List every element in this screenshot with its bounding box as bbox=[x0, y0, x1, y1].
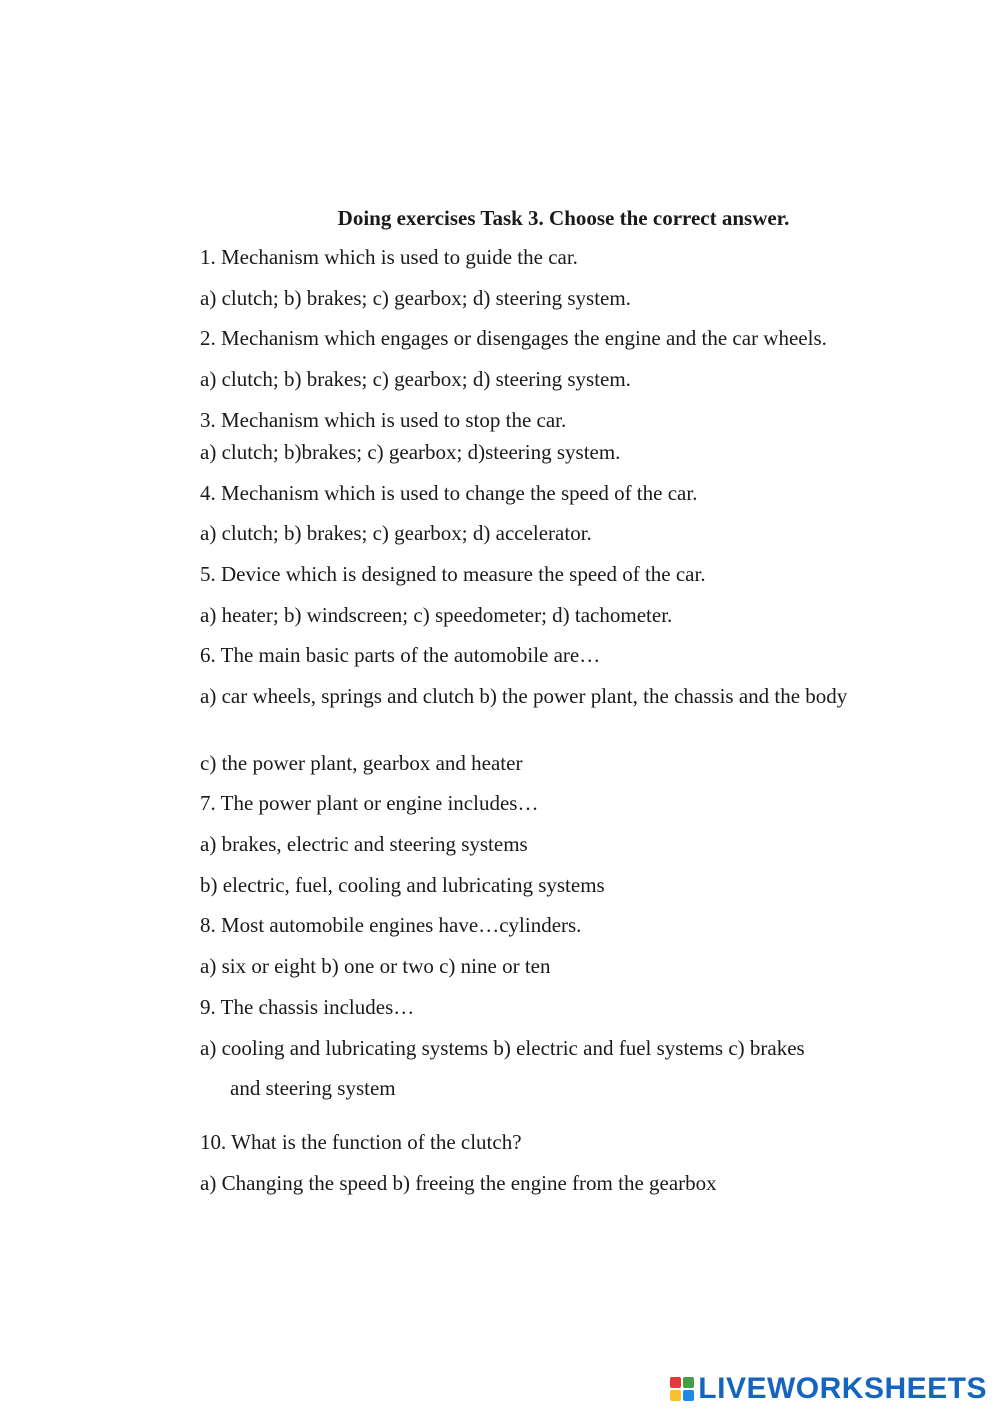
question-9-options-continued: and steering system bbox=[230, 1076, 396, 1100]
liveworksheets-logo bbox=[670, 1371, 987, 1407]
question-1: 1. Mechanism which is used to guide the car. bbox=[200, 245, 578, 269]
logo-mark-square bbox=[683, 1377, 694, 1388]
question-10: 10. What is the function of the clutch? bbox=[200, 1130, 522, 1154]
logo-mark-icon bbox=[670, 1377, 694, 1401]
question-8-options: a) six or eight b) one or two c) nine or ten bbox=[200, 954, 551, 978]
logo-mark-square bbox=[670, 1377, 681, 1388]
question-1-options: a) clutch; b) brakes; c) gearbox; d) steering system. bbox=[200, 286, 631, 310]
question-9: 9. The chassis includes… bbox=[200, 995, 415, 1019]
question-10-options: a) Changing the speed b) freeing the engine from the gearbox bbox=[200, 1171, 717, 1195]
question-6: 6. The main basic parts of the automobile are… bbox=[200, 643, 601, 667]
logo-text: LIVEWORKSHEETS bbox=[698, 1372, 987, 1405]
question-3-options: a) clutch; b)brakes; c) gearbox; d)steering system. bbox=[200, 440, 621, 464]
page-title: Doing exercises Task 3. Choose the correct answer. bbox=[337, 206, 790, 230]
question-4-options: a) clutch; b) brakes; c) gearbox; d) accelerator. bbox=[200, 521, 592, 545]
question-9-options: a) cooling and lubricating systems b) electric and fuel systems c) brakes bbox=[200, 1036, 805, 1060]
question-4: 4. Mechanism which is used to change the speed of the car. bbox=[200, 481, 698, 505]
logo-mark-square bbox=[683, 1390, 694, 1401]
question-7-option-b: b) electric, fuel, cooling and lubricating systems bbox=[200, 873, 605, 897]
question-2: 2. Mechanism which engages or disengages the engine and the car wheels. bbox=[200, 326, 827, 350]
question-5: 5. Device which is designed to measure the speed of the car. bbox=[200, 562, 706, 586]
question-2-options: a) clutch; b) brakes; c) gearbox; d) steering system. bbox=[200, 367, 631, 391]
question-6-option-c: c) the power plant, gearbox and heater bbox=[200, 751, 523, 775]
question-6-options-ab: a) car wheels, springs and clutch b) the power plant, the chassis and the body bbox=[200, 684, 848, 708]
question-7: 7. The power plant or engine includes… bbox=[200, 791, 539, 815]
question-5-options: a) heater; b) windscreen; c) speedometer; d) tachometer. bbox=[200, 603, 673, 627]
logo-mark-square bbox=[670, 1390, 681, 1401]
question-7-option-a: a) brakes, electric and steering systems bbox=[200, 832, 528, 856]
question-8: 8. Most automobile engines have…cylinders. bbox=[200, 913, 582, 937]
question-3: 3. Mechanism which is used to stop the car. bbox=[200, 408, 567, 432]
